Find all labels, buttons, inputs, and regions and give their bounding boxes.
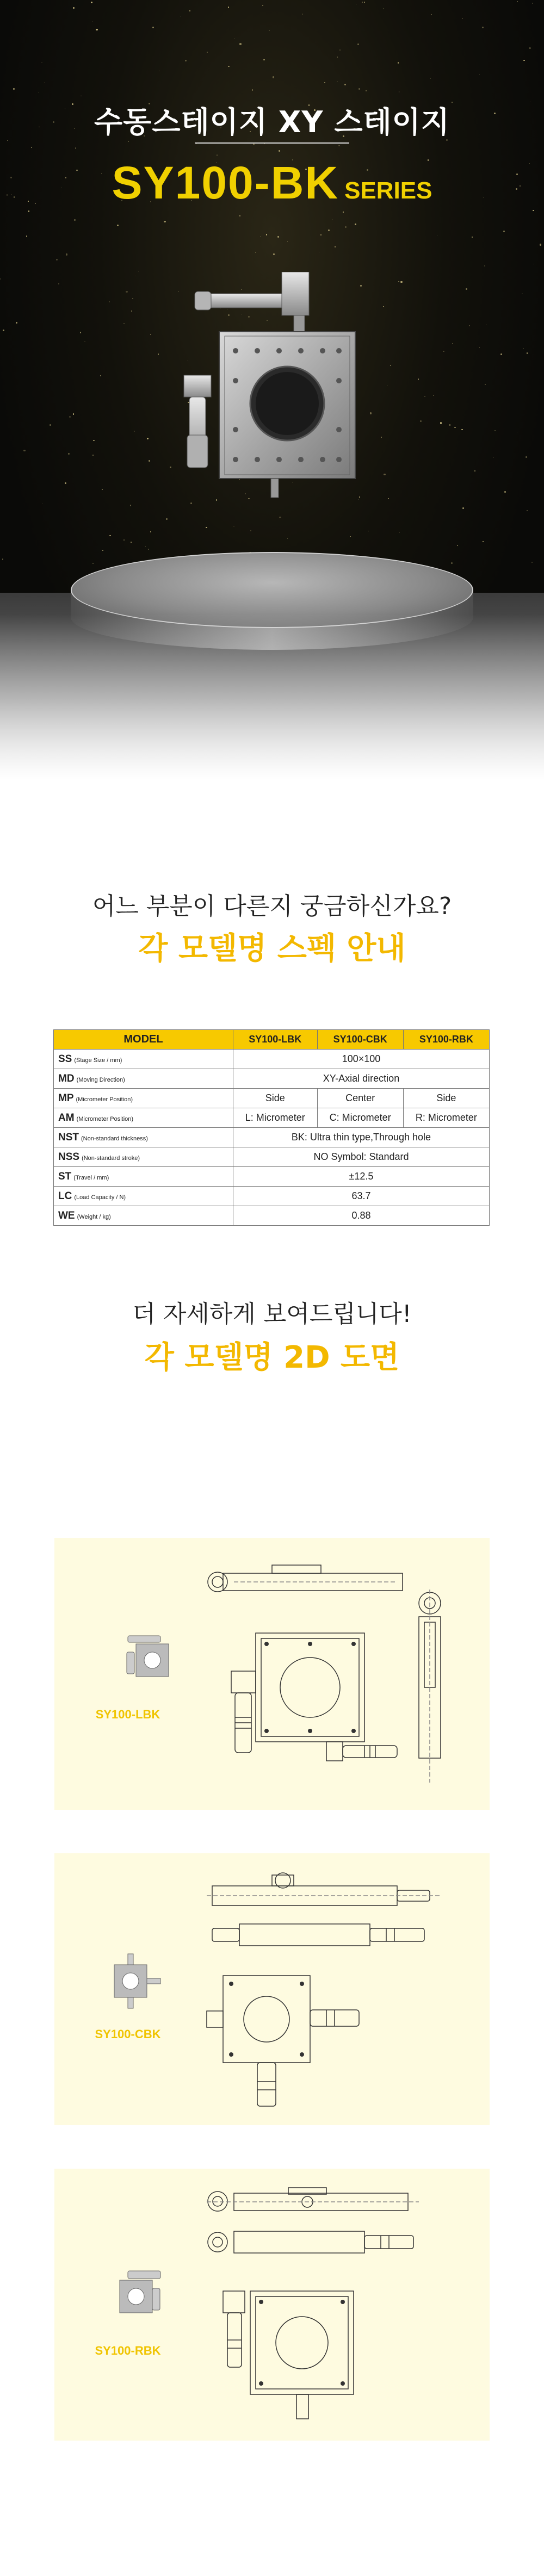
spec-question: 어느 부분이 다른지 궁금하신가요?: [92, 892, 452, 920]
row-code: SS: [58, 1053, 72, 1065]
star: [335, 246, 336, 247]
row-desc: (Non-standard stroke): [82, 1154, 140, 1162]
stage-thumbnail: [101, 1951, 166, 2011]
star: [31, 147, 32, 148]
star: [440, 422, 442, 424]
star: [170, 467, 171, 468]
row-code: MP: [58, 1092, 74, 1104]
star: [26, 235, 28, 237]
hero-banner: [0, 0, 544, 789]
hero-fade: [0, 614, 544, 789]
drawing-heading: 각 모델명 2D 도면: [144, 1340, 400, 1375]
star: [355, 224, 356, 225]
table-row: [54, 1069, 490, 1089]
header-cbk: SY100-CBK: [317, 1030, 403, 1050]
table-row: [54, 1187, 490, 1206]
star: [398, 62, 399, 64]
star: [469, 325, 470, 326]
star: [81, 96, 82, 97]
star: [152, 27, 154, 28]
star: [126, 291, 127, 293]
header-rbk: SY100-RBK: [403, 1030, 489, 1050]
star: [527, 510, 528, 511]
row-value: BK: Ultra thin type,Through hole: [233, 1128, 490, 1147]
star: [277, 236, 279, 238]
star: [343, 212, 344, 213]
star: [483, 541, 484, 542]
star: [451, 562, 453, 564]
star: [540, 244, 541, 245]
star: [466, 288, 467, 290]
star: [484, 265, 485, 266]
star: [109, 301, 110, 302]
hero-subtitle: 수동스테이지 XY 스테이지: [94, 105, 450, 139]
star: [145, 546, 146, 547]
star: [239, 215, 240, 216]
star: [74, 219, 76, 221]
star: [418, 378, 419, 380]
star: [185, 60, 187, 61]
star: [132, 298, 133, 299]
star: [503, 231, 505, 232]
star: [164, 221, 165, 222]
star: [381, 437, 382, 438]
row-desc: (Micrometer Position): [76, 1096, 133, 1103]
star: [357, 44, 358, 45]
row-code: LC: [58, 1190, 72, 1202]
row-code: WE: [58, 1209, 75, 1221]
star: [13, 88, 15, 90]
star: [23, 450, 25, 451]
star: [474, 470, 475, 471]
star: [494, 430, 495, 431]
star: [454, 427, 456, 429]
star: [263, 59, 264, 60]
star: [517, 1, 518, 2]
star: [273, 76, 274, 78]
star: [362, 2, 363, 3]
row-value-lbk: Side: [233, 1089, 318, 1108]
table-row: [54, 1108, 490, 1128]
row-code: NST: [58, 1131, 79, 1143]
star: [66, 253, 67, 255]
star: [3, 330, 4, 331]
row-code: AM: [58, 1112, 75, 1123]
star: [239, 43, 241, 45]
row-desc: (Micrometer Position): [76, 1115, 134, 1122]
row-code: NSS: [58, 1151, 80, 1163]
hero-divider: [195, 142, 349, 144]
star: [433, 395, 434, 396]
star: [398, 281, 399, 282]
star: [2, 558, 4, 560]
star: [461, 429, 462, 430]
star: [485, 384, 486, 385]
star: [123, 323, 125, 325]
hero-title-series: SERIES: [344, 177, 432, 204]
star: [69, 416, 71, 418]
star: [100, 375, 101, 376]
stage-product-image: [173, 272, 380, 533]
star: [228, 66, 229, 67]
row-code: MD: [58, 1072, 75, 1084]
star: [302, 14, 303, 15]
star: [148, 549, 149, 550]
model-card-rbk: [54, 2169, 490, 2441]
star: [80, 332, 81, 333]
star: [102, 489, 103, 490]
row-desc: (Stage Size / mm): [74, 1057, 122, 1064]
star: [91, 2, 92, 3]
star: [266, 234, 267, 235]
star: [147, 438, 149, 439]
star: [130, 505, 131, 506]
star: [109, 535, 110, 536]
star: [449, 424, 450, 425]
star: [527, 352, 528, 353]
table-row: [54, 1050, 490, 1069]
drawing-question: 더 자세하게 보여드립니다!: [132, 1300, 412, 1328]
star: [366, 90, 367, 91]
stage-thumbnail: [106, 2267, 171, 2326]
star: [338, 145, 339, 146]
star: [75, 147, 77, 149]
spec-heading: 각 모델명 스펙 안내: [138, 931, 406, 966]
star: [166, 518, 167, 519]
star: [482, 27, 484, 28]
card-label: SY100-CBK: [95, 2027, 161, 2041]
table-row: [54, 1167, 490, 1187]
star: [339, 49, 341, 51]
hero-title-main: SY100-BK: [112, 157, 339, 208]
row-desc: (Moving Direction): [76, 1076, 125, 1083]
star: [383, 306, 384, 307]
star: [531, 562, 533, 563]
star: [479, 74, 480, 75]
star: [457, 545, 458, 546]
star: [252, 89, 253, 90]
card-label: SY100-LBK: [95, 1708, 160, 1721]
model-card-cbk: [54, 1853, 490, 2125]
star: [390, 365, 391, 366]
star: [364, 2, 365, 3]
card-label: SY100-RBK: [95, 2344, 161, 2357]
star: [131, 542, 132, 543]
star: [526, 456, 527, 458]
2d-drawing: [201, 1864, 484, 2114]
star: [384, 474, 385, 475]
star: [452, 343, 453, 344]
row-value: 63.7: [233, 1187, 490, 1206]
row-value: ±12.5: [233, 1167, 490, 1187]
spec-header-row: [54, 1030, 490, 1050]
header-model: MODEL: [54, 1030, 233, 1050]
star: [324, 82, 326, 84]
spec-table: [53, 1029, 490, 1226]
star: [279, 150, 280, 152]
star: [207, 52, 208, 53]
row-value-lbk: L: Micrometer: [233, 1108, 318, 1128]
star: [529, 47, 530, 49]
model-card-lbk: [54, 1538, 490, 1810]
row-value: 0.88: [233, 1206, 490, 1226]
star: [504, 491, 506, 493]
star: [0, 278, 1, 280]
star: [228, 7, 229, 8]
2d-drawing: [201, 1554, 484, 1793]
row-desc: (Load Capacity / N): [74, 1194, 126, 1201]
star: [68, 453, 70, 455]
star: [500, 353, 502, 355]
star: [287, 538, 288, 539]
star: [255, 252, 256, 253]
star: [189, 10, 190, 11]
row-value-cbk: C: Micrometer: [317, 1108, 403, 1128]
star: [150, 334, 151, 335]
row-desc: (Non-standard thickness): [81, 1135, 148, 1142]
star: [58, 283, 59, 284]
star: [92, 563, 94, 564]
star: [462, 507, 464, 509]
header-lbk: SY100-LBK: [233, 1030, 318, 1050]
star: [328, 229, 330, 231]
stage-thumbnail: [117, 1630, 182, 1685]
table-row: [54, 1206, 490, 1226]
star: [65, 482, 66, 484]
star: [16, 322, 17, 324]
star: [158, 353, 159, 355]
table-row: [54, 1089, 490, 1108]
star: [28, 210, 29, 212]
star: [358, 88, 360, 90]
2d-drawing: [201, 2177, 484, 2432]
table-row: [54, 1147, 490, 1167]
star: [400, 281, 402, 283]
star: [523, 348, 524, 349]
row-desc: (Weight / kg): [77, 1213, 111, 1220]
star: [93, 440, 95, 442]
star: [269, 30, 270, 31]
star: [123, 539, 125, 541]
star: [344, 84, 346, 85]
star: [73, 413, 74, 414]
row-value: XY-Axial direction: [233, 1069, 490, 1089]
star: [73, 7, 75, 9]
row-value: 100×100: [233, 1050, 490, 1069]
row-value-rbk: Side: [403, 1089, 489, 1108]
row-value: NO Symbol: Standard: [233, 1147, 490, 1167]
star: [443, 351, 444, 352]
star: [273, 253, 275, 255]
star: [117, 225, 119, 226]
star: [217, 154, 218, 156]
star: [523, 60, 524, 61]
row-value-cbk: Center: [317, 1089, 403, 1108]
star: [150, 531, 152, 533]
table-row: [54, 1128, 490, 1147]
star: [131, 311, 133, 312]
star: [420, 420, 422, 422]
row-code: ST: [58, 1170, 72, 1182]
star: [56, 259, 58, 260]
star: [262, 5, 263, 6]
row-value-rbk: R: Micrometer: [403, 1108, 489, 1128]
star: [431, 14, 432, 15]
star: [102, 550, 103, 551]
star: [320, 234, 322, 235]
star: [345, 226, 347, 228]
star: [533, 210, 534, 212]
hero-title: [0, 157, 544, 209]
star: [96, 29, 97, 30]
star: [388, 498, 389, 499]
star: [149, 460, 150, 462]
star: [50, 424, 51, 426]
star: [253, 144, 255, 145]
star: [424, 396, 425, 397]
row-desc: (Travel / mm): [73, 1174, 109, 1181]
star: [92, 455, 94, 456]
star: [472, 237, 473, 238]
